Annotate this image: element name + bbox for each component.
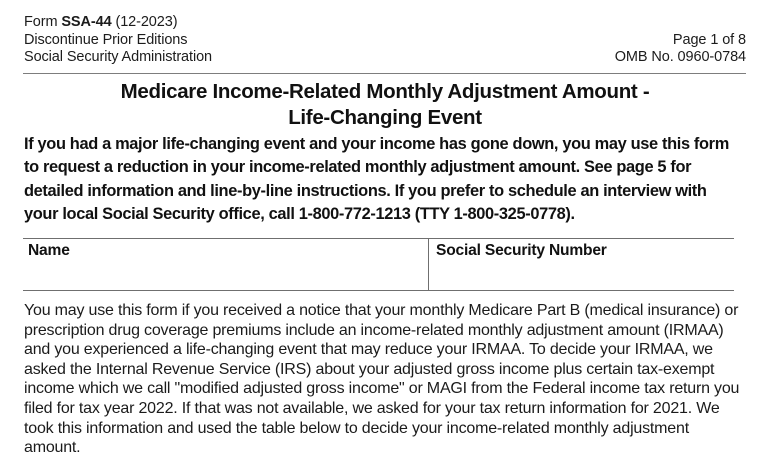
omb-number: OMB No. 0960-0784 xyxy=(614,49,746,65)
name-field-label: Name xyxy=(28,242,70,259)
form-identification-block xyxy=(24,14,212,67)
lead-instructions-paragraph: If you had a major life-changing event and your income has gone down, you may use this form to request a reduction in your income-related monthly adjustment amount. See page 5 for detailed information and line-by-line instructions. If you prefer to schedule an interview with your local Social Security office, call 1-800-772-1213 (TTY 1-800-325-0778). xyxy=(24,135,729,223)
discontinue-prior-editions-line: Discontinue Prior Editions xyxy=(24,31,188,48)
name-field-cell[interactable] xyxy=(23,239,429,290)
header-divider xyxy=(23,73,746,74)
page-header xyxy=(24,14,746,67)
form-label-prefix: Form xyxy=(24,14,62,30)
form-number-line xyxy=(24,14,212,32)
agency-name-line: Social Security Administration xyxy=(24,49,212,65)
name-input[interactable] xyxy=(23,261,428,290)
applicant-identification-fields xyxy=(23,238,734,291)
form-number: SSA-44 xyxy=(61,14,112,30)
ssn-input[interactable] xyxy=(429,261,734,290)
form-revision-date: (12-2023) xyxy=(111,14,178,30)
page-number: Page 1 of 8 xyxy=(672,31,746,48)
ssn-field-label: Social Security Number xyxy=(436,242,607,259)
page-meta-block xyxy=(615,14,746,67)
ssn-field-cell[interactable] xyxy=(429,239,734,290)
page-title-line-1: Medicare Income-Related Monthly Adjustment Amount - xyxy=(120,80,650,103)
eligibility-body-paragraph: You may use this form if you received a notice that your monthly Medicare Part B (medical insurance) or prescription drug coverage premiums include an income-related monthly adjustment amount (IRMAA) and you experienced a life-changing event that may reduce your IRMAA. To decide your IRMAA, we asked the Internal Revenue Service (IRS) about your adjusted gross income plus certain tax-exempt income which we call "modified adjusted gross income" or MAGI from the Federal income tax return you filed for tax year 2022. If that was not available, we asked for your tax return information for 2021. We took this information and used the table below to decide your income-related monthly adjustment amount. xyxy=(24,302,740,457)
page-title-line-2: Life-Changing Event xyxy=(288,106,482,129)
page-title xyxy=(24,79,746,131)
